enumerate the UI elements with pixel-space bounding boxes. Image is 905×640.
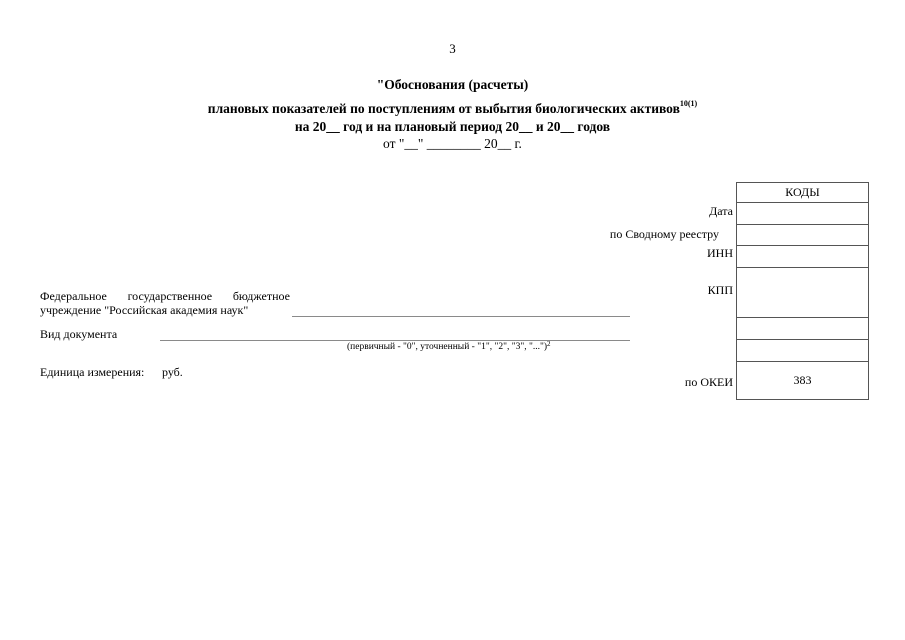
form-subtitle — [0, 101, 905, 117]
consolidated-register-label: по Сводному реестру — [609, 227, 719, 241]
unit-value: руб. — [162, 365, 183, 379]
codes-table — [736, 182, 869, 400]
organization-name — [40, 289, 290, 317]
form-subtitle-text: плановых показателей по поступлениям от выбытия биологических активов — [207, 101, 680, 116]
blank-code-cell — [737, 318, 869, 340]
document-type-hint-text: (первичный - "0", уточненный - "1", "2", "3", "...") — [347, 342, 548, 352]
org-word-3: бюджетное — [232, 289, 290, 303]
organization-line2: учреждение "Российская академия наук" — [40, 303, 249, 317]
organization-line1 — [40, 289, 290, 303]
footnote-ref: 10(1) — [679, 99, 698, 108]
inn-code-cell — [737, 246, 869, 268]
form-period: на 20__ год и на плановый период 20__ и 20__ годов — [294, 119, 611, 134]
register-code-cell — [737, 225, 869, 246]
okei-label: по ОКЕИ — [684, 375, 733, 389]
form-date: от "__" ________ 20__ г. — [383, 136, 522, 151]
org-word-1: Федеральное — [40, 289, 107, 303]
doc-type-code-cell — [737, 340, 869, 362]
okei-code-cell: 383 — [737, 362, 869, 400]
date-code-cell — [737, 203, 869, 225]
document-type-underline — [160, 340, 630, 341]
form-title: "Обоснования (расчеты) — [376, 77, 529, 92]
kpp-label: КПП — [707, 283, 733, 297]
unit-label: Единица измерения: — [40, 365, 145, 379]
document-type-label: Вид документа — [40, 327, 118, 341]
inn-label: ИНН — [707, 246, 733, 260]
page-number: 3 — [449, 41, 456, 56]
org-word-2: государственное — [127, 289, 213, 303]
date-label: Дата — [709, 204, 733, 218]
kpp-code-cell — [737, 268, 869, 318]
hint-footnote-ref: 2 — [547, 340, 551, 348]
document-type-hint — [347, 342, 551, 352]
organization-underline — [292, 316, 630, 317]
codes-header: КОДЫ — [737, 183, 869, 203]
